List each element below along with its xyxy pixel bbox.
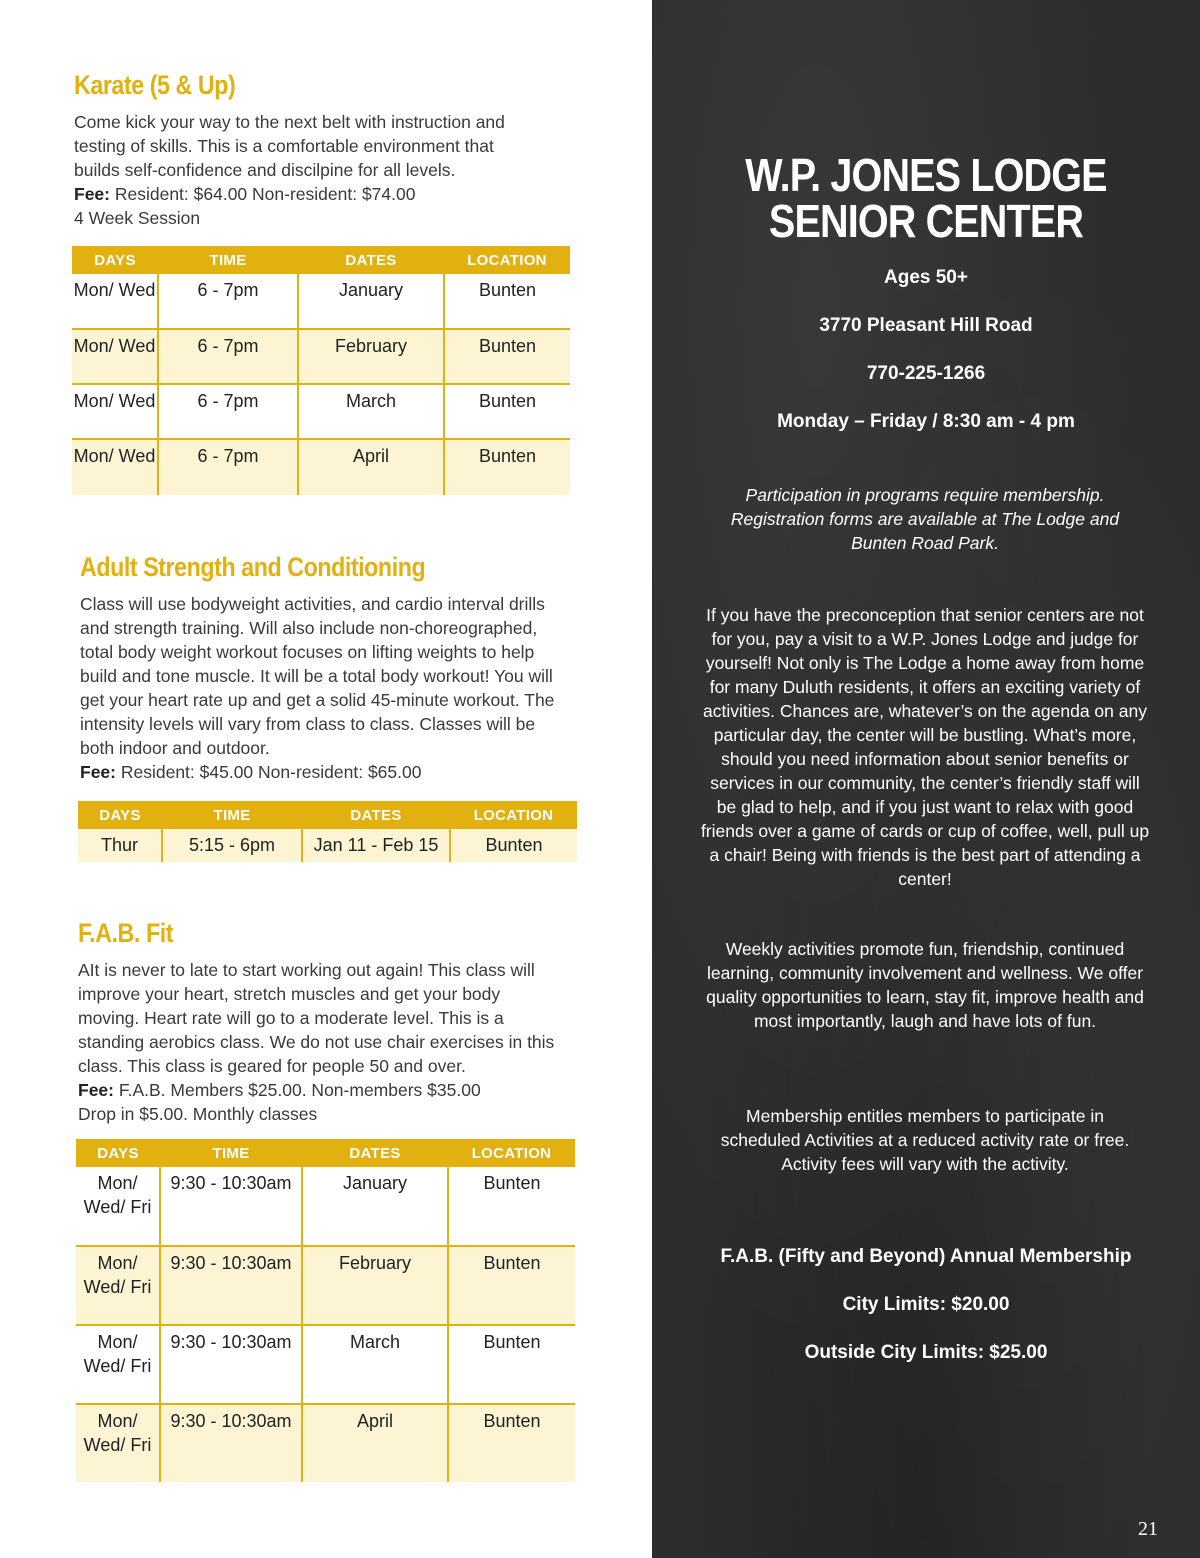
city-limits-price: City Limits: $20.00 bbox=[842, 1294, 1010, 1315]
table-header: TIME bbox=[158, 246, 298, 274]
center-title-line1: W.P. JONES LODGE bbox=[745, 149, 1107, 201]
table-cell-days: Mon/ Wed/ Fri bbox=[76, 1246, 160, 1325]
table-cell-location: Bunten bbox=[444, 329, 570, 384]
page-number: 21 bbox=[1138, 1518, 1158, 1540]
center-hours: Monday – Friday / 8:30 am - 4 pm bbox=[777, 411, 1075, 432]
table-cell-dates: April bbox=[302, 1404, 448, 1482]
table-cell-location: Bunten bbox=[448, 1325, 575, 1404]
strength-section bbox=[80, 550, 572, 784]
table-header: DATES bbox=[302, 1139, 448, 1167]
table-cell-days: Mon/ Wed/ Fri bbox=[76, 1325, 160, 1404]
fab-fit-desc-text: AIt is never to late to start working out again! This class will improve your heart, stretch muscles and get your body moving. Heart rate will go to a moderate level. This is a standing aerobics class. We do not use chair exercises in this class. This class is geared for people 50 and over. bbox=[78, 960, 555, 1076]
table-row bbox=[72, 329, 570, 384]
membership-requirement-note: Participation in programs require membership. Registration forms are available at The Lodge and Bunten Road Park. bbox=[730, 485, 1120, 553]
table-cell-time: 5:15 - 6pm bbox=[162, 829, 302, 862]
table-row bbox=[78, 829, 577, 862]
table-cell-days: Mon/ Wed/ Fri bbox=[76, 1404, 160, 1482]
table-cell-time: 9:30 - 10:30am bbox=[160, 1167, 302, 1246]
karate-section bbox=[74, 68, 544, 230]
table-cell-time: 6 - 7pm bbox=[158, 384, 298, 439]
table-row bbox=[76, 1325, 575, 1404]
table-cell-days: Mon/ Wed bbox=[72, 329, 158, 384]
fab-fit-fee-label: Fee: bbox=[78, 1080, 114, 1100]
weekly-activities-paragraph: Weekly activities promote fun, friendship, continued learning, community involvement and wellness. We offer quality opportunities to learn, stay fit, improve health and most importantly, laugh and have lots of fun. bbox=[706, 939, 1144, 1031]
fab-membership-heading: F.A.B. (Fifty and Beyond) Annual Membership bbox=[720, 1246, 1132, 1267]
table-header: LOCATION bbox=[448, 1139, 575, 1167]
table-header: DAYS bbox=[76, 1139, 160, 1167]
table-header: DAYS bbox=[78, 801, 162, 829]
table-header: DAYS bbox=[72, 246, 158, 274]
table-header: LOCATION bbox=[444, 246, 570, 274]
table-cell-days: Mon/ Wed bbox=[72, 384, 158, 439]
strength-description bbox=[80, 592, 572, 784]
table-header: TIME bbox=[162, 801, 302, 829]
table-row bbox=[76, 1167, 575, 1246]
table-cell-location: Bunten bbox=[444, 274, 570, 329]
membership-benefits-paragraph: Membership entitles members to participate in scheduled Activities at a reduced activity rate or free. Activity fees will vary with the activity. bbox=[720, 1106, 1130, 1174]
fab-fit-schedule-table bbox=[76, 1139, 575, 1482]
table-cell-time: 6 - 7pm bbox=[158, 329, 298, 384]
fab-fit-section bbox=[78, 916, 566, 1126]
table-cell-dates: Jan 11 - Feb 15 bbox=[302, 829, 450, 862]
table-cell-time: 9:30 - 10:30am bbox=[160, 1325, 302, 1404]
table-row bbox=[76, 1246, 575, 1325]
outside-city-limits-price: Outside City Limits: $25.00 bbox=[804, 1342, 1048, 1363]
center-ages: Ages 50+ bbox=[884, 267, 968, 288]
table-cell-dates: March bbox=[302, 1325, 448, 1404]
karate-fee-label: Fee: bbox=[74, 184, 110, 204]
center-title-line2: SENIOR CENTER bbox=[768, 195, 1084, 247]
karate-desc-text: Come kick your way to the next belt with instruction and testing of skills. This is a comfortable environment that builds self-confidence and discilpine for all levels. bbox=[74, 112, 505, 180]
karate-fee-text: Resident: $64.00 Non-resident: $74.00 bbox=[109, 184, 416, 204]
table-cell-dates: April bbox=[298, 439, 444, 495]
table-row bbox=[72, 274, 570, 329]
table-cell-time: 9:30 - 10:30am bbox=[160, 1404, 302, 1482]
strength-fee-text: Resident: $45.00 Non-resident: $65.00 bbox=[115, 762, 422, 782]
table-cell-location: Bunten bbox=[448, 1167, 575, 1246]
senior-center-panel bbox=[652, 0, 1200, 1558]
karate-title: Karate (5 & Up) bbox=[74, 70, 236, 100]
fab-fit-description bbox=[78, 958, 566, 1126]
table-row bbox=[72, 384, 570, 439]
fab-fit-fee-text: F.A.B. Members $25.00. Non-members $35.00 bbox=[113, 1080, 481, 1100]
table-cell-dates: February bbox=[302, 1246, 448, 1325]
table-cell-location: Bunten bbox=[448, 1404, 575, 1482]
table-header: DATES bbox=[302, 801, 450, 829]
table-cell-dates: January bbox=[302, 1167, 448, 1246]
table-row bbox=[76, 1404, 575, 1482]
center-intro-paragraph: If you have the preconception that senior centers are not for you, pay a visit to a W.P. Jones Lodge and judge for yourself! Not only is The Lodge a home away from home for many Duluth residents, it offers an exciting variety of activities. Chances are, whatever’s on the agenda on any particular day, the center will be bustling. What’s more, should you need information about senior benefits or services in our community, the center’s friendly staff will be glad to help, and if you just want to relax with good friends over a game of cards or cup of coffee, well, pull up a chair! Being with friends is the best part of attending a center! bbox=[700, 605, 1150, 889]
center-phone: 770-225-1266 bbox=[866, 363, 986, 384]
table-row bbox=[72, 439, 570, 495]
karate-schedule-table bbox=[72, 246, 570, 495]
table-cell-days: Mon/ Wed/ Fri bbox=[76, 1167, 160, 1246]
table-cell-time: 6 - 7pm bbox=[158, 439, 298, 495]
fab-fit-title: F.A.B. Fit bbox=[78, 918, 174, 948]
table-cell-days: Mon/ Wed bbox=[72, 274, 158, 329]
center-address: 3770 Pleasant Hill Road bbox=[819, 315, 1033, 336]
table-header: DATES bbox=[298, 246, 444, 274]
table-cell-dates: February bbox=[298, 329, 444, 384]
table-cell-dates: March bbox=[298, 384, 444, 439]
table-cell-days: Thur bbox=[78, 829, 162, 862]
fab-fit-dropin: Drop in $5.00. Monthly classes bbox=[78, 1104, 318, 1124]
table-header: LOCATION bbox=[450, 801, 577, 829]
table-cell-location: Bunten bbox=[448, 1246, 575, 1325]
table-cell-time: 9:30 - 10:30am bbox=[160, 1246, 302, 1325]
strength-title: Adult Strength and Conditioning bbox=[80, 552, 426, 582]
strength-schedule-table bbox=[78, 801, 577, 862]
table-cell-location: Bunten bbox=[444, 384, 570, 439]
table-cell-time: 6 - 7pm bbox=[158, 274, 298, 329]
table-cell-dates: January bbox=[298, 274, 444, 329]
table-cell-location: Bunten bbox=[450, 829, 577, 862]
karate-description bbox=[74, 110, 544, 230]
table-cell-days: Mon/ Wed bbox=[72, 439, 158, 495]
strength-desc-text: Class will use bodyweight activities, and cardio interval drills and strength training. Will also include non-choreographed, total body weight workout focuses on lifting weights to help build and tone muscle. It will be a total body workout! You will get your heart rate up and get a solid 45-minute workout. The intensity levels will vary from class to class. Classes will be both indoor and outdoor. bbox=[80, 594, 555, 758]
strength-fee-label: Fee: bbox=[80, 762, 116, 782]
table-header: TIME bbox=[160, 1139, 302, 1167]
karate-session: 4 Week Session bbox=[74, 208, 201, 228]
table-cell-location: Bunten bbox=[444, 439, 570, 495]
